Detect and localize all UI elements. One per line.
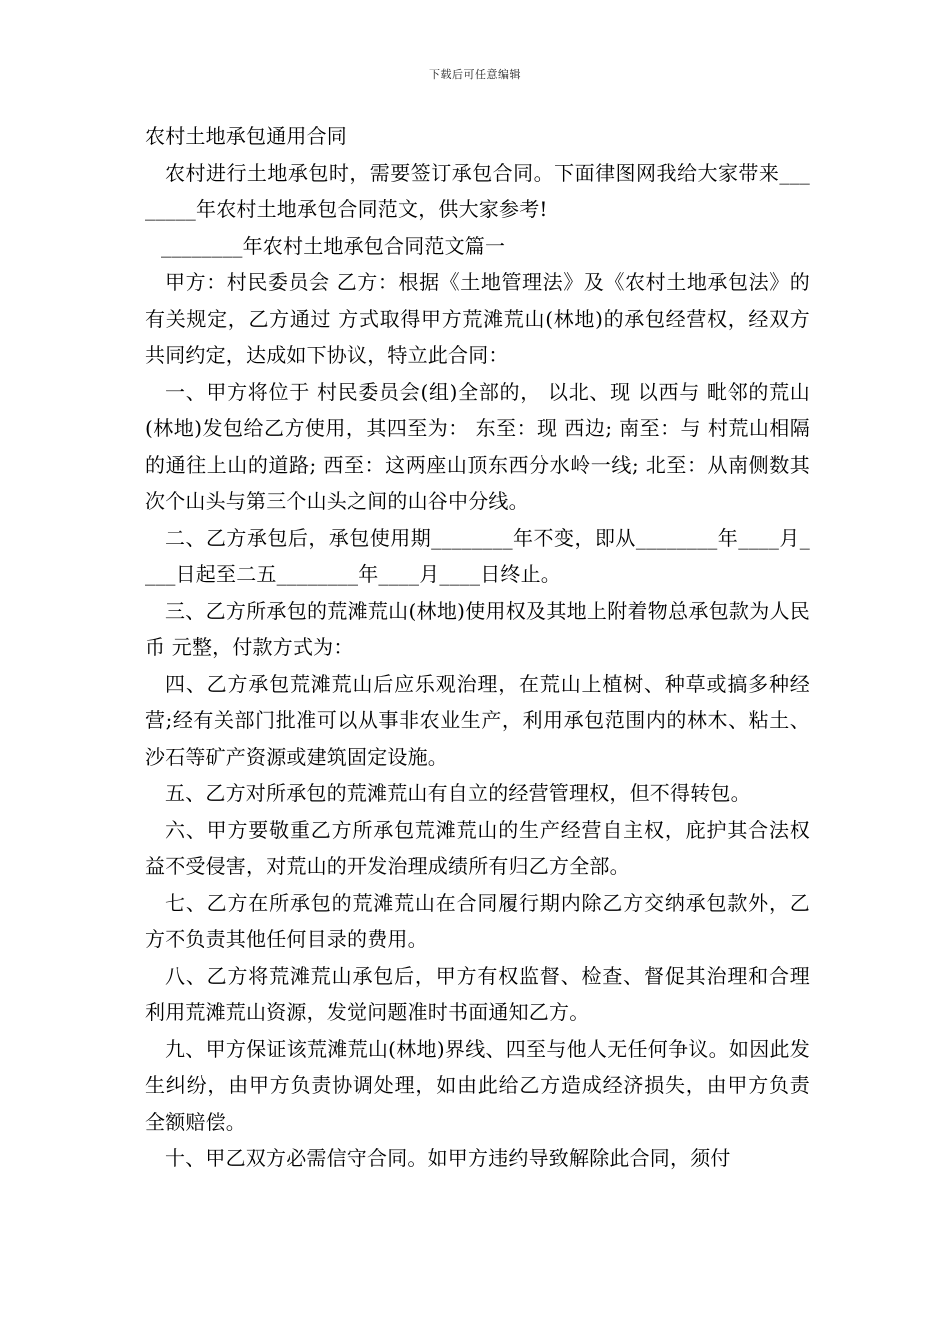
- clause-9: 九、甲方保证该荒滩荒山(林地)界线、四至与他人无任何争议。如因此发生纠纷，由甲方负责协调处理，如由此给乙方造成经济损失，由甲方负责全额赔偿。: [145, 1036, 810, 1134]
- paragraph-subtitle: ________年农村土地承包合同范文篇一: [161, 233, 506, 258]
- paragraph-intro: 农村进行土地承包时，需要签订承包合同。下面律图网我给大家带来________年农村土地承包合同范文，供大家参考!: [145, 160, 810, 221]
- clause-8: 八、乙方将荒滩荒山承包后，甲方有权监督、检查、督促其治理和合理利用荒滩荒山资源，发觉问题准时书面通知乙方。: [145, 963, 810, 1024]
- clause-7: 七、乙方在所承包的荒滩荒山在合同履行期内除乙方交纳承包款外，乙方不负责其他任何目录的费用。: [145, 890, 810, 951]
- header-note: 下载后可任意编辑: [429, 68, 521, 81]
- clause-1: 一、甲方将位于 村民委员会(组)全部的， 以北、现 以西与 毗邻的荒山(林地)发包给乙方使用，其四至为： 东至：现 西边; 南至：与 村荒山相隔的通往上山的道路; 西至：这两座山顶东西分水岭一线; 北至：从南侧数其次个山头与第三个山头之间的山谷中分线。: [145, 379, 810, 513]
- clause-6: 六、甲方要敬重乙方所承包荒滩荒山的生产经营自主权，庇护其合法权益不受侵害，对荒山的开发治理成绩所有归乙方全部。: [145, 817, 810, 878]
- document-title: 农村土地承包通用合同: [145, 124, 347, 148]
- clause-10: 十、甲乙双方必需信守合同。如甲方违约导致解除此合同，须付: [165, 1146, 731, 1170]
- clause-4: 四、乙方承包荒滩荒山后应乐观治理，在荒山上植树、种草或搞多种经营;经有关部门批准可以从事非农业生产，利用承包范围内的林木、粘土、沙石等矿产资源或建筑固定设施。: [145, 671, 810, 769]
- clause-5: 五、乙方对所承包的荒滩荒山有自立的经营管理权，但不得转包。: [165, 781, 751, 805]
- clause-2: 二、乙方承包后，承包使用期________年不变，即从________年____月____日起至二五________年____月____日终止。: [145, 525, 810, 586]
- document-body: [145, 118, 810, 1177]
- paragraph-parties: 甲方：村民委员会 乙方：根据《土地管理法》及《农村土地承包法》的有关规定，乙方通过 方式取得甲方荒滩荒山(林地)的承包经营权，经双方共同约定，达成如下协议，特立此合同：: [145, 270, 810, 367]
- clause-3: 三、乙方所承包的荒滩荒山(林地)使用权及其地上附着物总承包款为人民币 元整，付款方式为：: [145, 598, 810, 659]
